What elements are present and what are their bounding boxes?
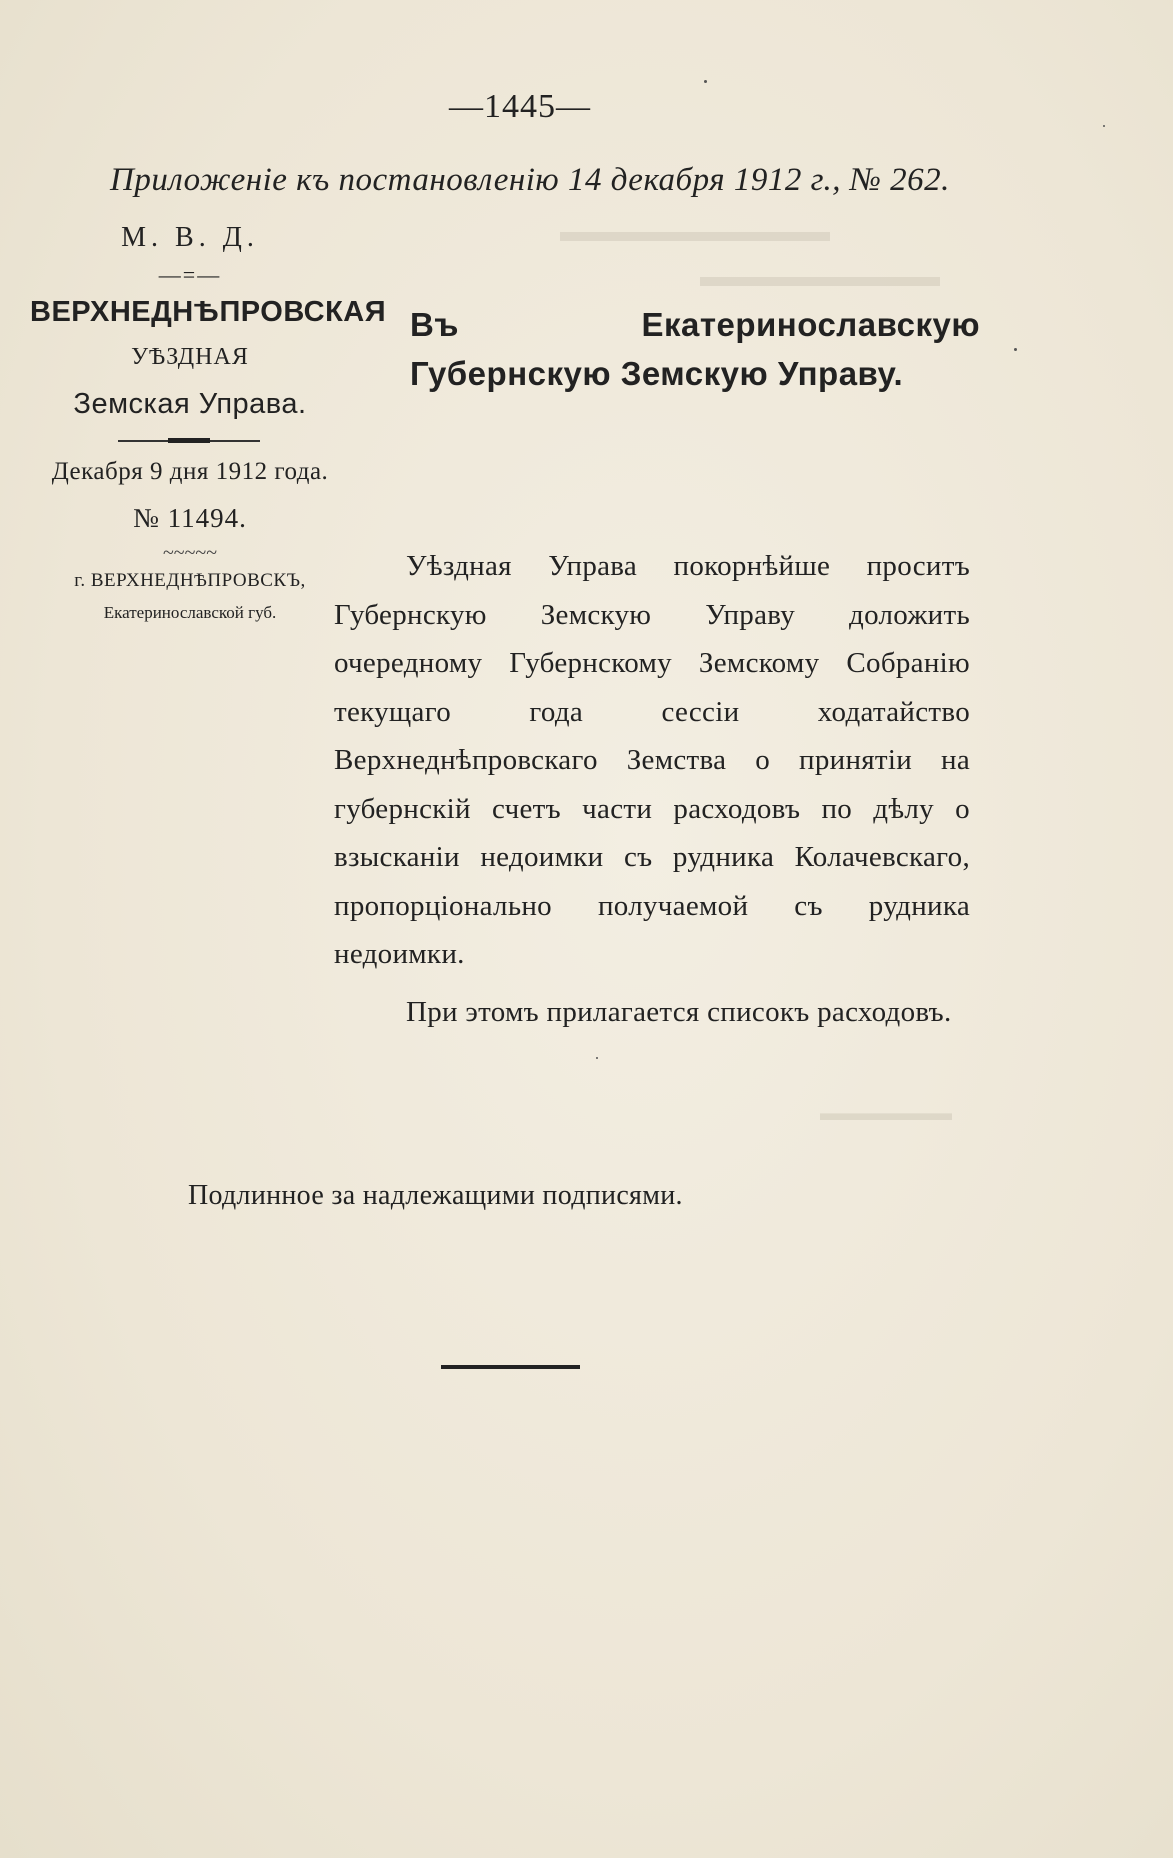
ministry-label: М. В. Д.: [121, 222, 259, 253]
sender-city: г. ВЕРХНЕДНѢПРОВСКЪ,: [74, 570, 306, 591]
addressee-heading: Въ Екатеринославскую Губернскую Земскую Управу.: [410, 306, 980, 392]
bleed-through-artifact: ▬▬▬▬▬▬: [820, 1100, 952, 1125]
divider-rule-accent: [168, 438, 210, 443]
paper-speck: [596, 1057, 598, 1059]
page-number: —1445—: [449, 88, 591, 125]
paper-speck: [704, 80, 707, 83]
document-number: № 11494.: [133, 503, 247, 533]
sender-org-type: УѢЗДНАЯ: [131, 344, 249, 370]
sender-org-name: ВЕРХНЕДНѢПРОВСКАЯ: [30, 296, 387, 328]
ornament-divider: —=—: [158, 262, 222, 287]
sender-province: Екатеринославской губ.: [103, 603, 277, 622]
squiggle-divider: ~~~~~: [162, 542, 218, 564]
document-date: Декабря 9 дня 1912 года.: [51, 458, 329, 485]
paper-speck: [1103, 125, 1105, 127]
body-paragraph-2: При этомъ прилагается списокъ расходовъ.: [406, 996, 952, 1028]
end-rule: [441, 1365, 580, 1369]
appendix-note: Приложеніе къ постановленію 14 декабря 1912 г., № 262.: [110, 162, 950, 198]
paper-speck: [1014, 348, 1017, 351]
sender-org-body: Земская Управа.: [73, 388, 307, 420]
body-paragraph-1: Уѣздная Управа покорнѣйше проситъ Губернскую Земскую Управу доложить очередному Губернскому Земскому Собранію текущаго года сессіи ходатайство Верхнеднѣпровскаго Земства о принятіи на губернскій счетъ части расходовъ по дѣлу о взысканіи недоимки съ рудника Колачевскаго, пропорціонально получаемой съ рудника недоимки.: [334, 550, 970, 970]
bleed-through-artifact: ▬▬▬▬▬▬▬▬: [700, 260, 940, 293]
bleed-through-artifact: ▬▬▬▬▬▬▬▬▬: [560, 215, 830, 248]
signature-note: Подлинное за надлежащими подписями.: [188, 1180, 683, 1211]
